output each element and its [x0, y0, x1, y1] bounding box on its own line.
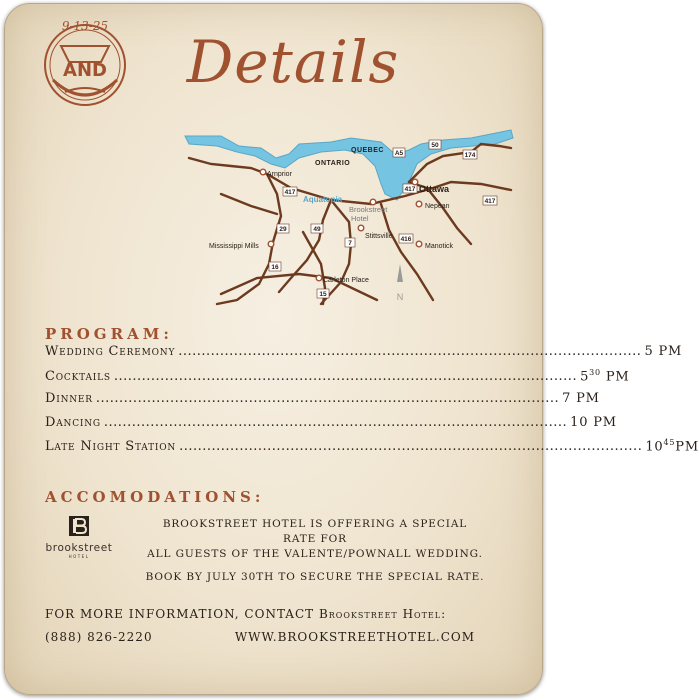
event-name: Cocktails	[45, 368, 111, 384]
wedding-monogram-badge	[31, 10, 139, 114]
map-label-arnprior: Arnprior	[267, 171, 292, 178]
map-label-mississippi-mills: Mississippi Mills	[209, 243, 259, 250]
map-label-brookstreet: Brookstreet	[349, 205, 388, 214]
badge-date: 9-13-25	[61, 19, 109, 33]
list-item: Cocktails .................................................................................................... $5^{30}$ PM	[45, 367, 630, 384]
brookstreet-logo	[41, 516, 117, 568]
website-link[interactable]: WWW.BROOKSTREETHOTEL.COM	[234, 630, 475, 644]
map-label-aquatopia: Aquatopia	[303, 195, 343, 204]
logo-brand: brookstreet	[45, 542, 113, 554]
badge-letters: AND	[63, 60, 107, 81]
logo-subtitle: HOTEL	[68, 554, 90, 559]
accommodations-heading: ACCOMODATIONS:	[45, 488, 265, 506]
footer-contact	[45, 630, 475, 644]
svg-text:50: 50	[431, 142, 439, 149]
map-label-manotick: Manotick	[425, 243, 454, 250]
map-label-ottawa: Ottawa	[419, 184, 450, 194]
list-item: Wedding Ceremony .................................................................................................... 5 PM	[45, 344, 683, 359]
svg-text:417: 417	[284, 189, 296, 196]
svg-text:417: 417	[404, 186, 416, 193]
svg-text:15: 15	[319, 291, 327, 298]
svg-text:417: 417	[484, 198, 496, 205]
location-map	[181, 124, 515, 309]
svg-text:A5: A5	[394, 150, 404, 157]
map-label-nepean: Nepean	[425, 203, 450, 210]
map-label-stittsville: Stittsville	[365, 233, 393, 240]
accommodations-line-1: BROOKSTREET HOTEL IS OFFERING A SPECIAL RATE FOR	[162, 518, 468, 545]
event-name: Dancing	[45, 414, 101, 430]
list-item: Late Night Station .................................................................................................... $10^{45}PM$	[45, 438, 699, 455]
map-label-hotel: Hotel	[351, 214, 369, 223]
map-label-carleton-place: Carleton Place	[323, 277, 369, 284]
phone-number[interactable]: (888) 826-2220	[45, 630, 153, 644]
details-card	[4, 3, 699, 695]
map-label-ontario: ONTARIO	[315, 160, 351, 167]
program-heading: PROGRAM:	[45, 325, 173, 343]
event-time: $5^{30}$ PM	[580, 367, 630, 384]
accommodations-text	[145, 517, 485, 585]
event-time: 5 PM	[644, 344, 683, 359]
event-name: Late Night Station	[45, 439, 177, 455]
booking-deadline: BOOK BY JULY 30TH TO SECURE THE SPECIAL RATE.	[145, 571, 485, 583]
svg-text:416: 416	[400, 236, 412, 243]
event-time: 7 PM	[562, 391, 600, 406]
svg-text:7: 7	[348, 240, 352, 247]
svg-text:174: 174	[464, 152, 476, 159]
svg-text:49: 49	[313, 226, 321, 233]
map-label-quebec: QUEBEC	[351, 147, 384, 154]
page-title: Details	[186, 28, 400, 96]
north-arrow-icon	[397, 264, 404, 302]
svg-text:29: 29	[279, 226, 287, 233]
footer-info: FOR MORE INFORMATION, CONTACT Brookstreet Hotel:	[45, 607, 447, 621]
event-time: $10^{45}PM$	[645, 438, 699, 455]
list-item: Dancing .................................................................................................... 10 PM	[45, 414, 617, 430]
list-item: Dinner .................................................................................................... 7 PM	[45, 391, 600, 406]
event-time: 10 PM	[570, 414, 617, 430]
svg-text:N: N	[396, 292, 404, 302]
accommodations-line-2: ALL GUESTS OF THE VALENTE/POWNALL WEDDING.	[147, 548, 483, 560]
program-list	[45, 344, 699, 462]
event-name: Dinner	[45, 391, 93, 406]
svg-text:16: 16	[271, 264, 279, 271]
event-name: Wedding Ceremony	[45, 344, 176, 359]
brookstreet-logo-icon	[69, 516, 89, 536]
